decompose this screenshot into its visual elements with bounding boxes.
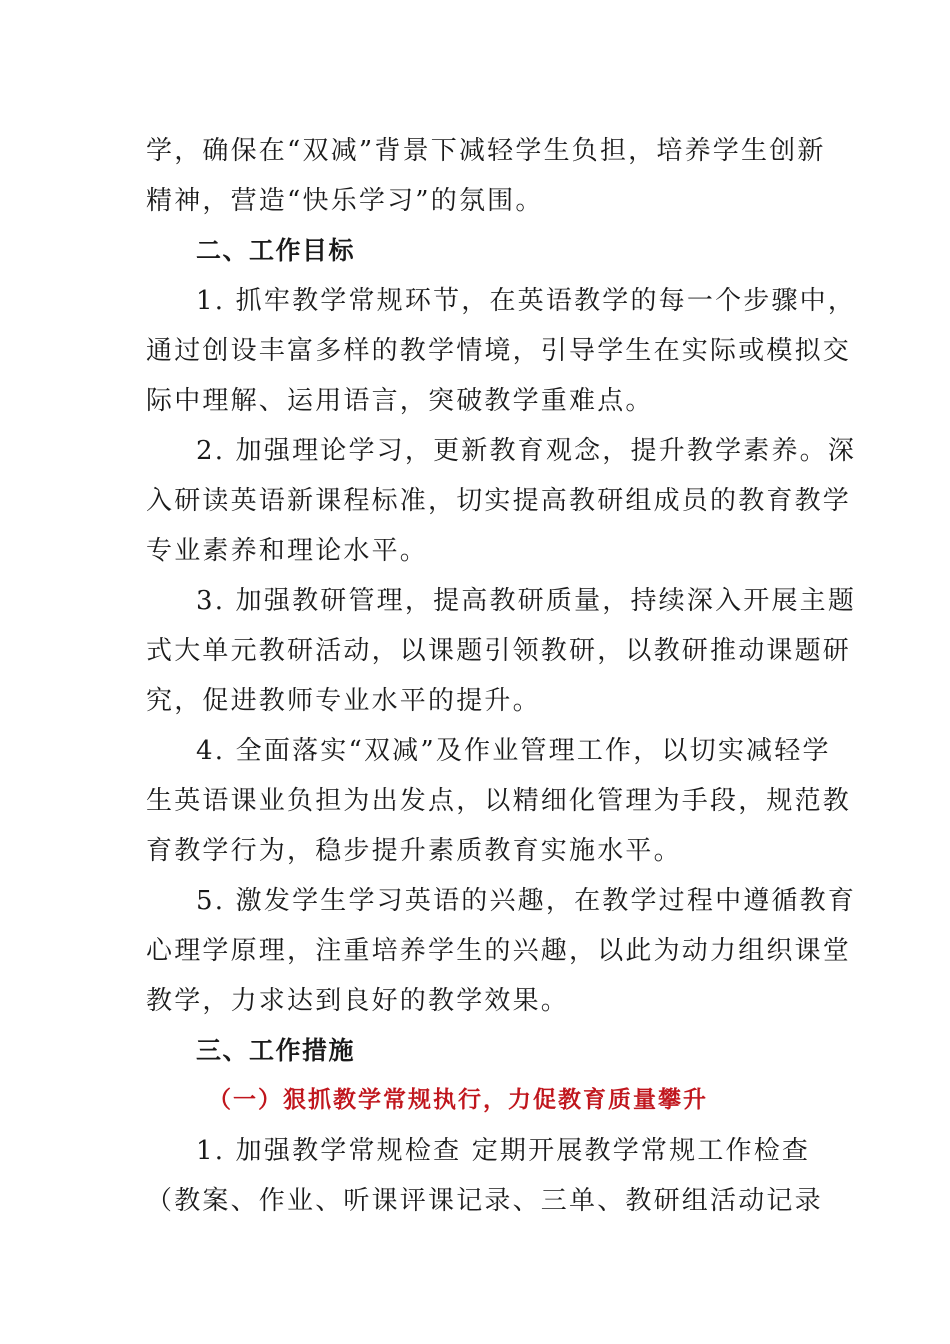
goal-3-line-2: 式大单元教研活动，以课题引领教研，以教研推动课题研 — [146, 636, 852, 666]
goal-4-line-2: 生英语课业负担为出发点，以精细化管理为手段，规范教 — [146, 786, 852, 816]
goal-3-line-1: 3. 加强教研管理，提高教研质量，持续深入开展主题 — [196, 586, 857, 616]
measure-1-line-1: 1. 加强教学常规检查 定期开展教学常规工作检查 — [196, 1136, 811, 1166]
goal-1-line-1: 1. 抓牢教学常规环节，在英语教学的每一个步骤中， — [196, 286, 857, 316]
goal-5-line-2: 心理学原理，注重培养学生的兴趣，以此为动力组织课堂 — [146, 936, 852, 966]
goal-1-line-2: 通过创设丰富多样的教学情境，引导学生在实际或模拟交 — [146, 336, 852, 366]
measure-1-line-2: （教案、作业、听课评课记录、三单、教研组活动记录 — [146, 1186, 823, 1216]
goal-2-line-1: 2. 加强理论学习，更新教育观念，提升教学素养。深 — [196, 436, 857, 466]
body-line-1: 学，确保在“双减”背景下减轻学生负担，培养学生创新 — [146, 136, 826, 166]
section-heading-measures: 三、工作措施 — [196, 1036, 356, 1065]
section-heading-goals: 二、工作目标 — [196, 236, 356, 265]
goal-3-line-3: 究，促进教师专业水平的提升。 — [146, 686, 541, 716]
goal-1-line-3: 际中理解、运用语言，突破教学重难点。 — [146, 386, 654, 416]
goal-5-line-1: 5. 激发学生学习英语的兴趣，在教学过程中遵循教育 — [196, 886, 857, 916]
subsection-heading-1: （一）狠抓教学常规执行，力促教育质量攀升 — [208, 1087, 708, 1113]
goal-2-line-2: 入研读英语新课程标准，切实提高教研组成员的教育教学 — [146, 486, 852, 516]
goal-4-line-1: 4. 全面落实“双减”及作业管理工作，以切实减轻学 — [196, 736, 831, 766]
goal-2-line-3: 专业素养和理论水平。 — [146, 536, 429, 566]
goal-4-line-3: 育教学行为，稳步提升素质教育实施水平。 — [146, 836, 682, 866]
goal-5-line-3: 教学，力求达到良好的教学效果。 — [146, 986, 570, 1016]
body-line-2: 精神，营造“快乐学习”的氛围。 — [146, 186, 544, 216]
